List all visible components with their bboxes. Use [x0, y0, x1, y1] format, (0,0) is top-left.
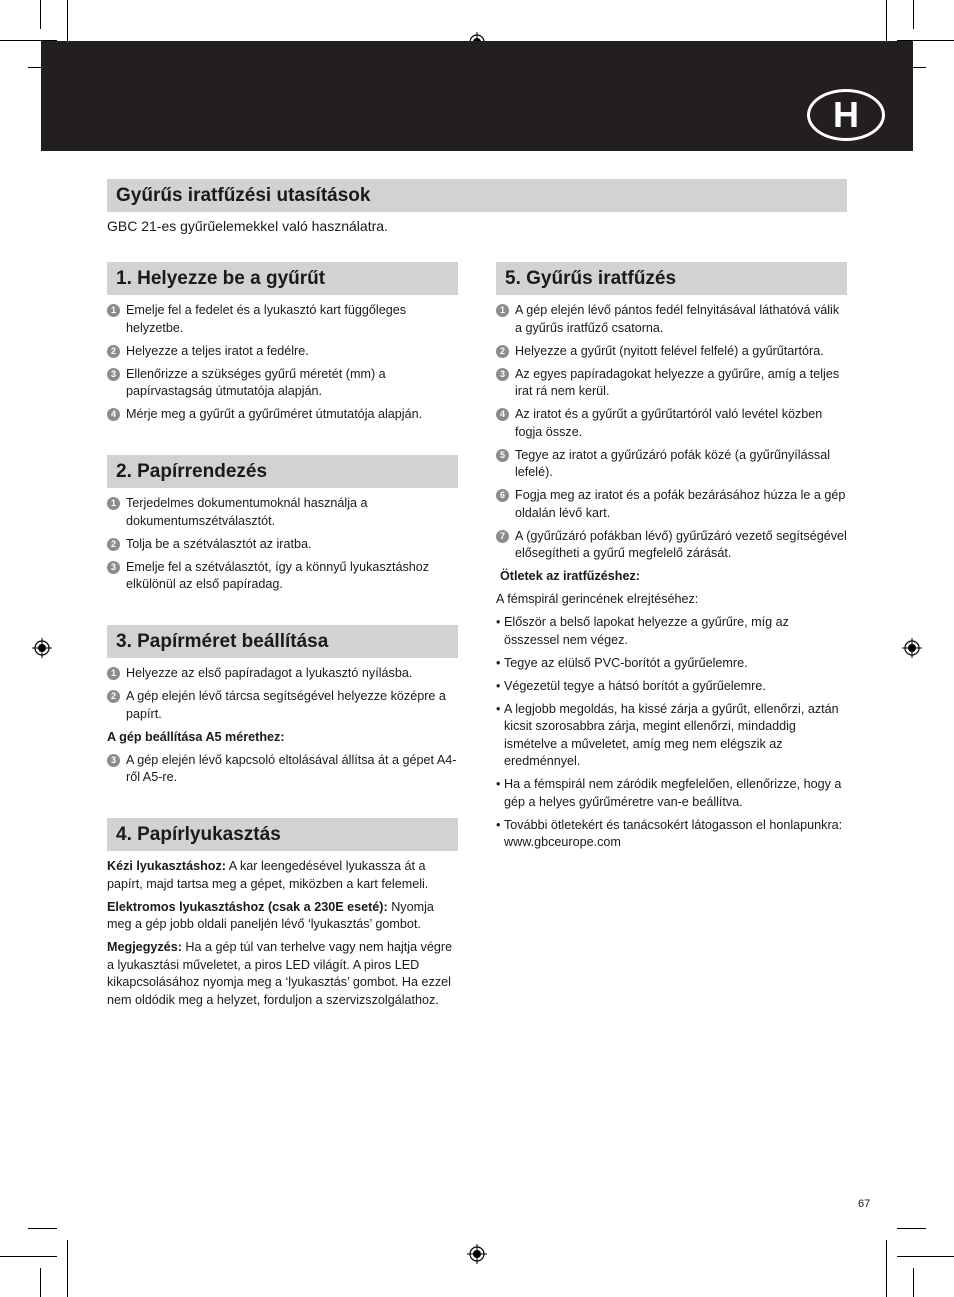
step-item — [496, 528, 847, 563]
section-5-heading: 5. Gyűrűs iratfűzés — [496, 262, 847, 295]
step-text: Helyezze az első papíradagot a lyukasztó nyílásba. — [126, 666, 413, 680]
crop-mark — [897, 1256, 954, 1257]
step-item — [107, 665, 458, 683]
step-number: 2 — [107, 345, 120, 358]
crop-mark — [40, 1268, 41, 1297]
step-number: 3 — [107, 561, 120, 574]
page-subtitle: GBC 21-es gyűrűelemekkel való használatra. — [107, 218, 388, 234]
electric-punching-label: Elektromos lyukasztáshoz (csak a 230E eseté): — [107, 899, 388, 914]
note-text: Ha a gép túl van terhelve vagy nem hajtja végre a lyukasztási műveletet, a piros LED világít. A piros LED kikapcsolásához nyomja meg a ‘lyukasztás’ gombot. Ha ezzel nem oldódik meg a helyzet, forduljon a szervizszolgálathoz. — [107, 940, 453, 1007]
step-number: 1 — [107, 304, 120, 317]
step-number: 7 — [496, 530, 509, 543]
step-item — [496, 366, 847, 401]
step-text: Az egyes papíradagokat helyezze a gyűrűre, amíg a teljes irat rá nem kerül. — [515, 366, 840, 398]
note-paragraph — [107, 939, 458, 1009]
manual-punching-label: Kézi lyukasztáshoz: — [107, 859, 226, 873]
crop-mark — [897, 1228, 926, 1229]
step-text: A gép elején lévő pántos fedél felnyitásával láthatóvá válik a gyűrűs iratfűző csatorna. — [515, 303, 840, 335]
registration-mark-icon — [902, 638, 922, 658]
step-text: Terjedelmes dokumentumoknál használja a dokumentumszétválasztót. — [126, 496, 368, 528]
step-number: 1 — [107, 667, 120, 680]
step-number: 1 — [107, 497, 120, 510]
tip-item: • További ötletekért és tanácsokért látogasson el honlapunkra: www.gbceurope.com — [496, 817, 847, 852]
step-item — [496, 406, 847, 441]
left-column — [107, 262, 458, 1015]
header-banner — [41, 41, 913, 151]
step-item — [496, 302, 847, 337]
step-number: 1 — [496, 304, 509, 317]
step-number: 6 — [496, 489, 509, 502]
step-text: Emelje fel a fedelet és a lyukasztó kart függőleges helyzetbe. — [126, 303, 407, 335]
registration-mark-icon — [32, 638, 52, 658]
tips-heading: Ötletek az iratfűzéshez: — [500, 569, 640, 583]
step-item — [107, 688, 458, 723]
electric-punching-text: Nyomja meg a gép jobb oldali paneljén lévő ‘lyukasztás’ gombot. — [107, 899, 434, 931]
tip-item: • Ha a fémspirál nem záródik megfelelően, ellenőrizze, hogy a gép a helyes gyűrűméretre van-e beállítva. — [496, 776, 847, 811]
step-number: 2 — [107, 538, 120, 551]
step-text: Ellenőrizze a szükséges gyűrű méretét (mm) a papírvastagság útmutatója alapján. — [126, 366, 386, 398]
section-3-heading: 3. Papírméret beállítása — [107, 625, 458, 658]
step-text: Emelje fel a szétválasztót, így a könnyű lyukasztáshoz elkülönül az első papíradag. — [126, 559, 430, 591]
step-text: Az iratot és a gyűrűt a gyűrűtartóról való levétel közben fogja össze. — [515, 407, 823, 439]
tip-item: • A legjobb megoldás, ha kissé zárja a gyűrűt, ellenőrzi, aztán kicsit szorosabbra zárja, megint ellenőrzi, mindaddig ismételve a műveletet, amíg meg nem elégszik az eredménnyel. — [496, 701, 847, 771]
section-1-heading: 1. Helyezze be a gyűrűt — [107, 262, 458, 295]
step-item — [107, 559, 458, 594]
step-item — [107, 343, 458, 361]
step-item — [107, 366, 458, 401]
crop-mark — [913, 1268, 914, 1297]
step-item — [107, 495, 458, 530]
step-text: Tegye az iratot a gyűrűzáró pofák közé (a gyűrűnyílással lefelé). — [515, 447, 831, 479]
page-number: 67 — [858, 1198, 871, 1210]
step-number: 5 — [496, 449, 509, 462]
step-item — [496, 487, 847, 522]
electric-punching-paragraph — [107, 899, 458, 934]
crop-mark — [886, 1240, 887, 1297]
crop-mark — [913, 0, 914, 29]
section-2-heading: 2. Papírrendezés — [107, 455, 458, 488]
crop-mark — [67, 1240, 68, 1297]
a5-setting-heading: A gép beállítása A5 mérethez: — [107, 729, 285, 744]
step-number: 3 — [496, 368, 509, 381]
step-item — [496, 343, 847, 361]
step-text: Tolja be a szétválasztót az iratba. — [126, 536, 312, 551]
step-text: Helyezze a teljes iratot a fedélre. — [126, 343, 309, 358]
manual-punching-text: A kar leengedésével lyukassza át a papírt, majd tartsa meg a gépet, miközben a kart felemeli. — [107, 859, 429, 891]
crop-mark — [40, 0, 41, 29]
step-number: 2 — [496, 345, 509, 358]
step-item — [107, 406, 458, 424]
step-text: A (gyűrűzáró pofákban lévő) gyűrűzáró vezető segítségével elősegítheti a gyűrű megfelelő zárását. — [515, 528, 847, 560]
step-number: 2 — [107, 690, 120, 703]
step-number: 3 — [107, 754, 120, 767]
step-number: 4 — [496, 408, 509, 421]
step-item — [107, 302, 458, 337]
language-badge: H — [807, 89, 885, 141]
step-number: 3 — [107, 368, 120, 381]
step-number: 4 — [107, 408, 120, 421]
note-label: Megjegyzés: — [107, 940, 182, 954]
manual-punching-paragraph — [107, 858, 458, 893]
tip-item: • Tegye az elülső PVC-borítót a gyűrűelemre. — [496, 655, 847, 673]
page-title: Gyűrűs iratfűzési utasítások — [107, 179, 847, 212]
step-text: Helyezze a gyűrűt (nyitott felével felfelé) a gyűrűtartóra. — [515, 343, 824, 358]
tip-item: • Végezetül tegye a hátsó borítót a gyűrűelemre. — [496, 678, 847, 696]
crop-mark — [0, 1256, 57, 1257]
step-text: Mérje meg a gyűrűt a gyűrűméret útmutatója alapján. — [126, 407, 423, 421]
tips-intro: A fémspirál gerincének elrejtéséhez: — [496, 592, 699, 606]
right-column — [496, 262, 847, 857]
step-text: A gép elején lévő tárcsa segítségével helyezze középre a papírt. — [126, 689, 446, 721]
tip-item: • Először a belső lapokat helyezze a gyűrűre, míg az összessel nem végez. — [496, 614, 847, 649]
crop-mark — [28, 1228, 57, 1229]
registration-mark-icon — [467, 1244, 487, 1264]
step-item — [496, 447, 847, 482]
section-4-heading: 4. Papírlyukasztás — [107, 818, 458, 851]
step-item — [107, 752, 458, 787]
step-item — [107, 536, 458, 554]
step-text: A gép elején lévő kapcsoló eltolásával állítsa át a gépet A4-ről A5-re. — [126, 752, 457, 784]
step-text: Fogja meg az iratot és a pofák bezárásához húzza le a gép oldalán lévő kart. — [515, 488, 846, 520]
